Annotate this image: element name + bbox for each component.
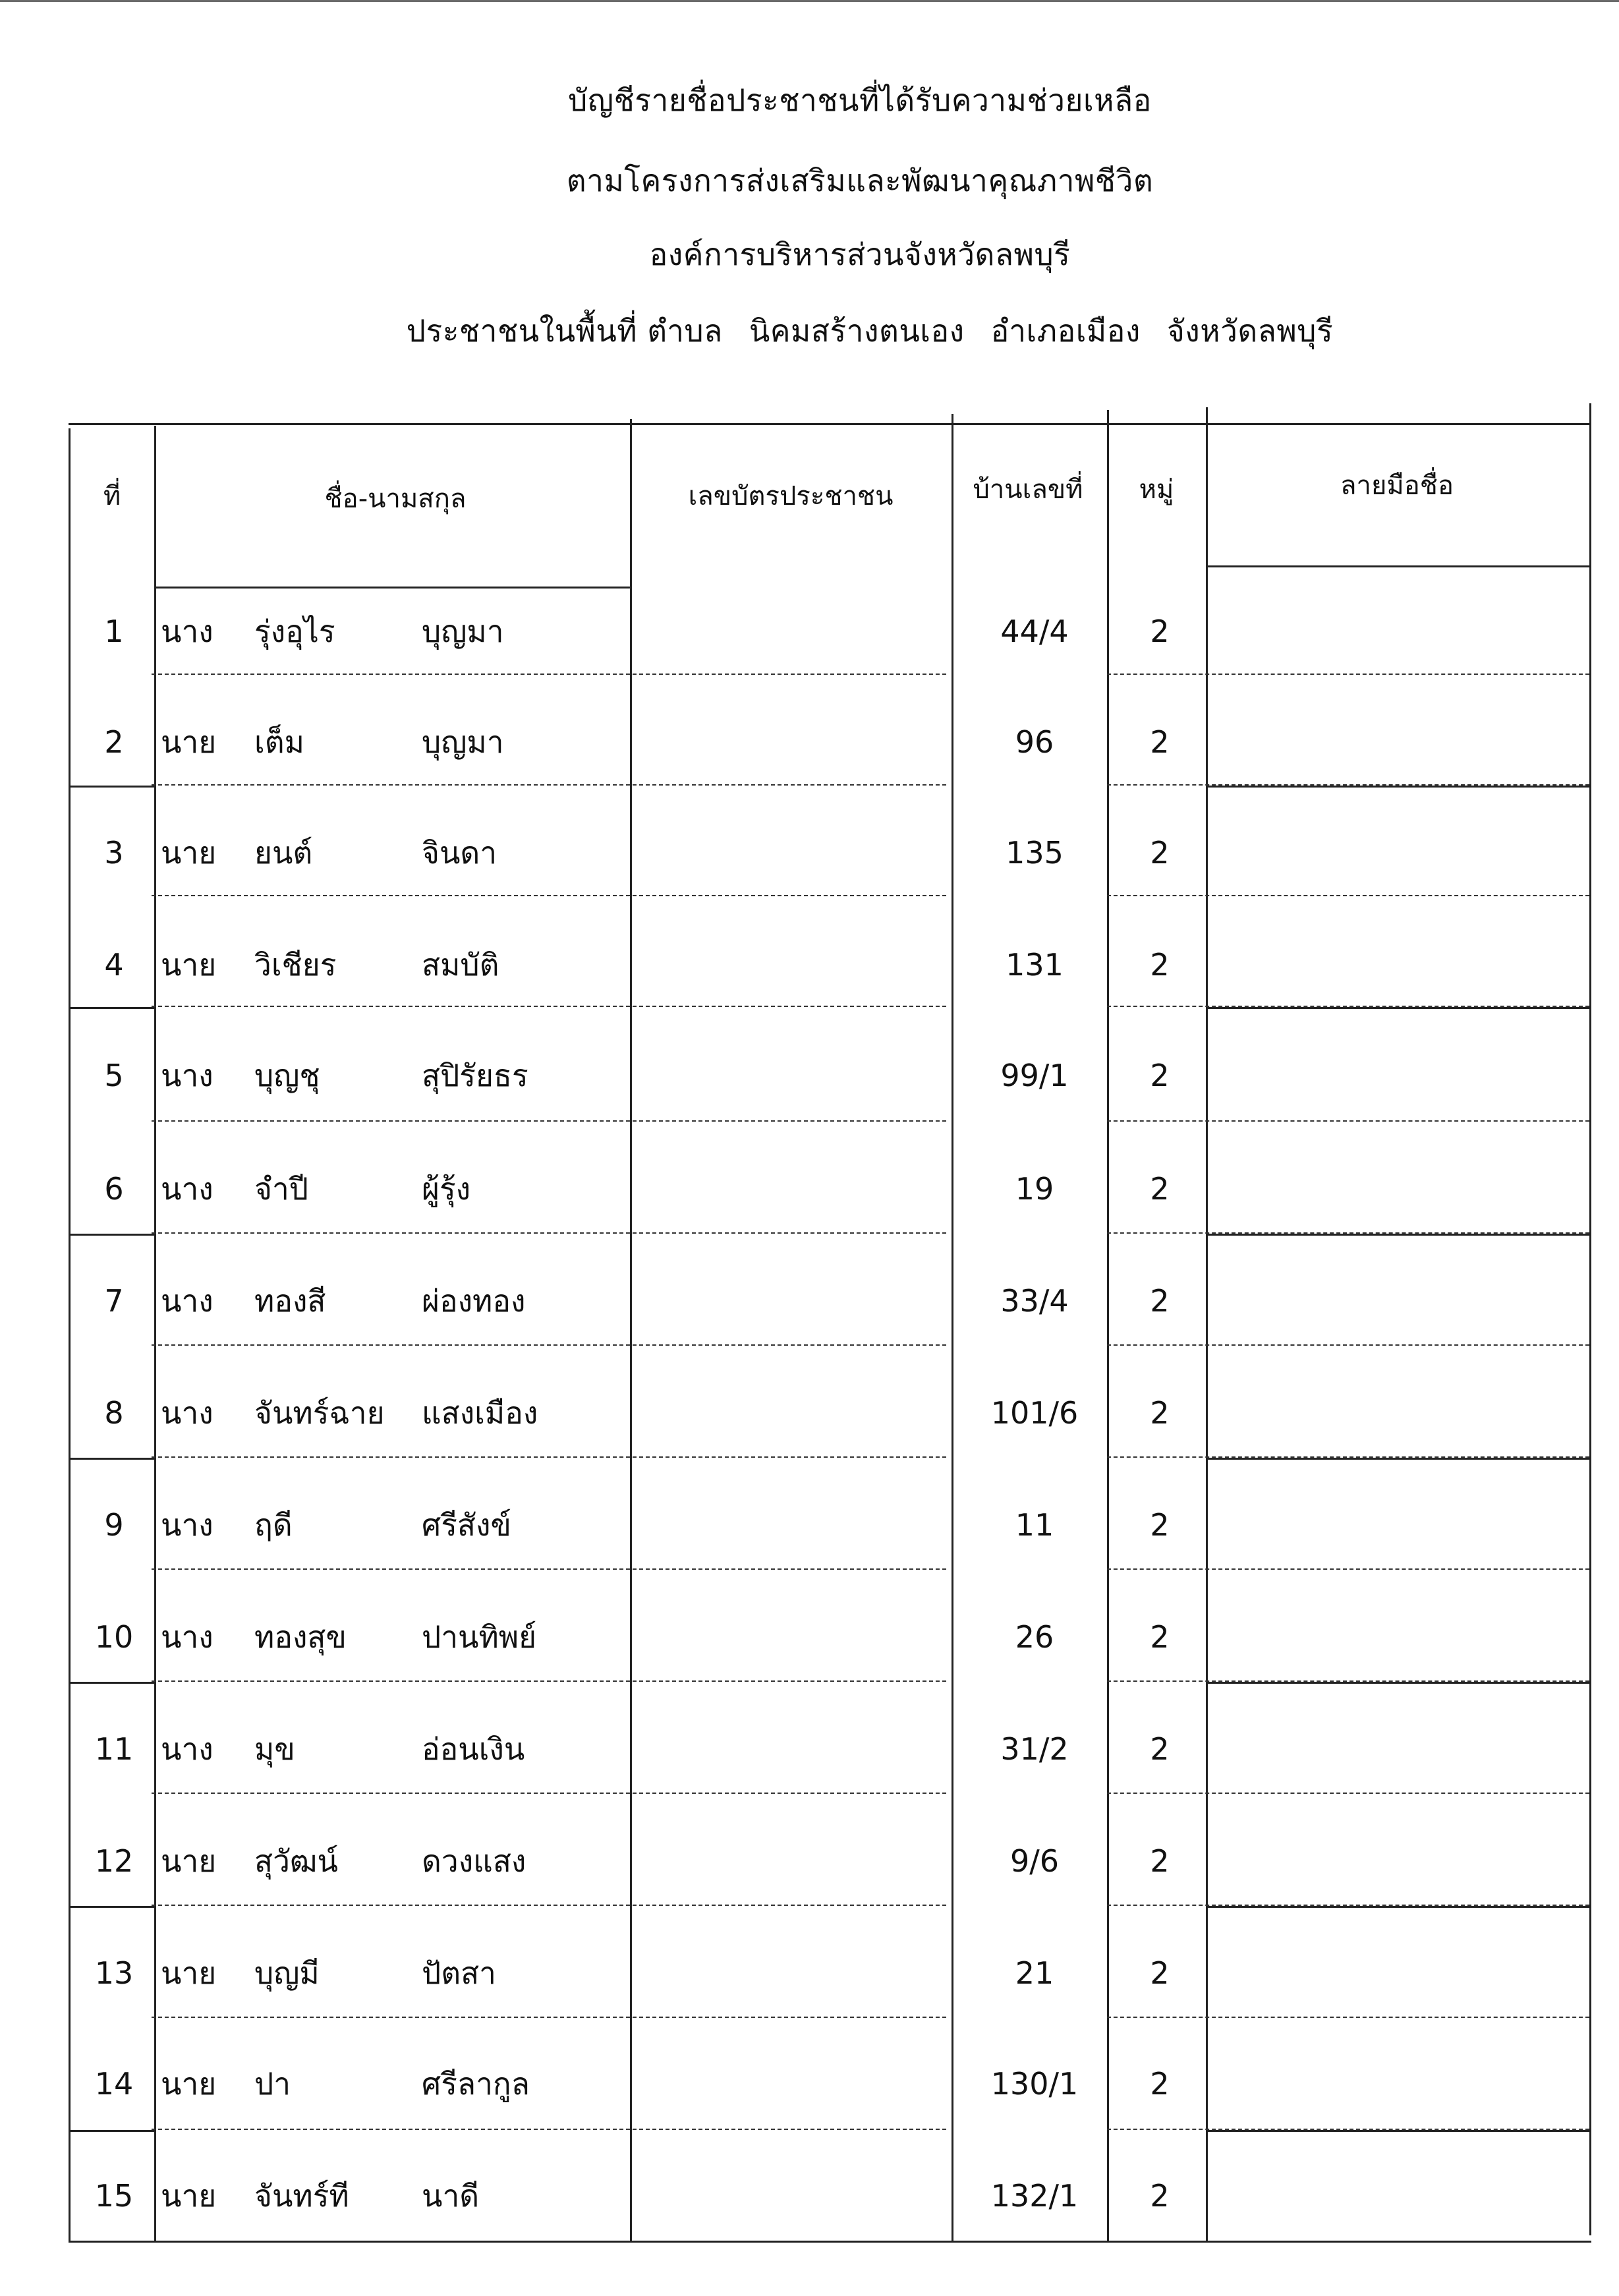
name-title: นาง — [161, 1395, 213, 1431]
first-name: สุวัฒน์ — [254, 1843, 338, 1879]
first-name: ฤดี — [254, 1507, 293, 1543]
moo-number: 2 — [1150, 835, 1170, 871]
row-number: 11 — [94, 1731, 134, 1767]
first-name: ทองสี — [254, 1283, 326, 1319]
row-rule-no — [69, 2130, 154, 2132]
row-number: 8 — [104, 1395, 124, 1431]
row-number: 3 — [104, 835, 124, 871]
moo-number: 2 — [1150, 1171, 1170, 1207]
house-number: 99/1 — [1000, 1058, 1069, 1093]
house-number: 135 — [1006, 835, 1064, 871]
first-name: เต็ม — [254, 724, 304, 760]
last-name: นาดี — [422, 2178, 480, 2214]
house-number: 131 — [1006, 947, 1064, 983]
document-title: บัญชีรายชื่อประชาชนที่ได้รับความช่วยเหลือ — [568, 82, 1152, 118]
last-name: ศรีสังข์ — [422, 1507, 511, 1543]
house-number: 19 — [1015, 1171, 1054, 1207]
row-separator-name — [152, 1793, 946, 1794]
moo-number: 2 — [1150, 1283, 1170, 1319]
moo-number: 2 — [1150, 614, 1170, 649]
row-number: 12 — [94, 1843, 134, 1879]
area-prefix: ประชาชนในพื้นที่ ตำบล — [406, 313, 723, 349]
house-number: 31/2 — [1000, 1731, 1069, 1767]
last-name: ศรีลากูล — [422, 2066, 530, 2102]
last-name: ปัตสา — [422, 1955, 496, 1991]
name-title: นาย — [161, 1843, 217, 1879]
row-rule-signature — [1206, 786, 1589, 788]
last-name: จินดา — [422, 835, 497, 871]
row-rule-signature — [1206, 2130, 1589, 2132]
area-district: อำเภอเมือง — [990, 313, 1141, 349]
moo-number: 2 — [1150, 1507, 1170, 1543]
row-separator-name — [152, 1905, 946, 1906]
area-line — [0, 311, 1619, 351]
name-title: นาง — [161, 1731, 213, 1767]
name-title: นาง — [161, 1171, 213, 1207]
row-number: 6 — [104, 1171, 124, 1207]
header-moo: หมู่ — [1139, 474, 1174, 505]
row-separator-right — [1107, 1793, 1589, 1794]
row-number: 7 — [104, 1283, 124, 1319]
last-name: สมบัติ — [422, 947, 499, 983]
house-number: 26 — [1015, 1619, 1054, 1655]
first-name: จันทร์ที — [254, 2178, 349, 2214]
moo-number: 2 — [1150, 1955, 1170, 1991]
house-number: 101/6 — [990, 1395, 1079, 1431]
row-number: 10 — [94, 1619, 134, 1655]
table-top-border — [69, 423, 1591, 425]
header-name: ชื่อ-นามสกุล — [324, 484, 467, 514]
house-number: 44/4 — [1000, 614, 1069, 649]
row-separator-right — [1107, 674, 1589, 675]
row-separator-name — [152, 1120, 946, 1122]
row-separator-name — [152, 1456, 946, 1458]
moo-number: 2 — [1150, 2066, 1170, 2102]
row-separator-right — [1107, 1344, 1589, 1346]
name-title: นาง — [161, 1058, 213, 1093]
house-number: 33/4 — [1000, 1283, 1069, 1319]
last-name: ปานทิพย์ — [422, 1619, 537, 1655]
row-number: 1 — [104, 614, 124, 649]
project-title: ตามโครงการส่งเสริมและพัฒนาคุณภาพชีวิต — [566, 163, 1154, 198]
row-separator-name — [152, 2017, 946, 2018]
row-rule-no — [69, 1906, 154, 1908]
last-name: แสงเมือง — [422, 1395, 538, 1431]
first-name: บุญมี — [254, 1955, 320, 1991]
moo-number: 2 — [1150, 1843, 1170, 1879]
row-number: 4 — [104, 947, 124, 983]
house-number: 9/6 — [1009, 1843, 1060, 1879]
header-rule-name — [154, 587, 630, 588]
first-name: ยนต์ — [254, 835, 313, 871]
table-bottom-border — [69, 2241, 1591, 2243]
row-number: 14 — [94, 2066, 134, 2102]
row-rule-no — [69, 1458, 154, 1460]
organization-title: องค์การบริหารส่วนจังหวัดลพบุรี — [649, 237, 1071, 272]
column-rule-house — [1107, 410, 1109, 2241]
first-name: ทองสุข — [254, 1619, 347, 1655]
row-separator-right — [1107, 1120, 1589, 1122]
row-separator-name — [152, 674, 946, 675]
column-rule-id — [952, 414, 953, 2241]
row-separator-name — [152, 784, 946, 786]
moo-number: 2 — [1150, 1731, 1170, 1767]
row-number: 15 — [94, 2178, 134, 2214]
last-name: สุปิรัยธร — [422, 1058, 528, 1093]
last-name: ผ่องทอง — [422, 1283, 526, 1319]
row-separator-right — [1107, 1568, 1589, 1570]
row-separator-name — [152, 1232, 946, 1234]
first-name: บุญชุ — [254, 1058, 320, 1093]
name-title: นาย — [161, 1955, 217, 1991]
row-rule-signature — [1206, 1906, 1589, 1908]
house-number: 130/1 — [990, 2066, 1079, 2102]
first-name: วิเชียร — [254, 947, 337, 983]
row-rule-no — [69, 1682, 154, 1684]
moo-number: 2 — [1150, 1619, 1170, 1655]
row-rule-signature — [1206, 1234, 1589, 1236]
name-title: นาง — [161, 1619, 213, 1655]
name-title: นาง — [161, 1507, 213, 1543]
house-number: 11 — [1015, 1507, 1054, 1543]
house-number: 21 — [1015, 1955, 1054, 1991]
header-house-no: บ้านเลขที่ — [973, 474, 1083, 505]
name-title: นาง — [161, 614, 213, 649]
header-rule-signature — [1206, 565, 1589, 567]
row-separator-name — [152, 895, 946, 896]
row-separator-right — [1107, 2017, 1589, 2018]
first-name: จำปี — [254, 1171, 308, 1207]
last-name: ดวงแสง — [422, 1843, 526, 1879]
name-title: นาย — [161, 835, 217, 871]
first-name: จันทร์ฉาย — [254, 1395, 385, 1431]
name-title: นาย — [161, 2066, 217, 2102]
column-rule-no — [154, 426, 156, 2241]
house-number: 96 — [1015, 724, 1054, 760]
house-number: 132/1 — [990, 2178, 1079, 2214]
row-separator-name — [152, 1344, 946, 1346]
last-name: ผู้รุ้ง — [422, 1171, 471, 1207]
header-no: ที่ — [103, 481, 121, 511]
row-number: 9 — [104, 1507, 124, 1543]
row-number: 5 — [104, 1058, 124, 1093]
row-separator-name — [152, 2129, 946, 2130]
first-name: มุข — [254, 1731, 295, 1767]
column-rule-moo — [1206, 407, 1208, 2241]
first-name: ปา — [254, 2066, 291, 2102]
row-rule-no — [69, 1007, 154, 1009]
column-rule-name — [630, 419, 632, 2241]
row-number: 13 — [94, 1955, 134, 1991]
row-rule-signature — [1206, 1682, 1589, 1684]
name-title: นาง — [161, 1283, 213, 1319]
name-title: นาย — [161, 2178, 217, 2214]
row-rule-signature — [1206, 1007, 1589, 1009]
header-signature: ลายมือชื่อ — [1340, 471, 1454, 501]
name-title: นาย — [161, 724, 217, 760]
table-left-border — [69, 428, 71, 2241]
row-separator-name — [152, 1680, 946, 1682]
row-separator-name — [152, 1006, 946, 1007]
last-name: บุญมา — [422, 724, 504, 760]
row-rule-no — [69, 786, 154, 788]
name-title: นาย — [161, 947, 217, 983]
table-right-border — [1589, 403, 1591, 2235]
last-name: บุญมา — [422, 614, 504, 649]
moo-number: 2 — [1150, 1058, 1170, 1093]
last-name: อ่อนเงิน — [422, 1731, 525, 1767]
row-number: 2 — [104, 724, 124, 760]
top-edge-rule — [0, 0, 1619, 2]
header-id-card: เลขบัตรประชาชน — [688, 481, 894, 511]
row-separator-right — [1107, 895, 1589, 896]
moo-number: 2 — [1150, 2178, 1170, 2214]
first-name: รุ่งอุไร — [254, 614, 335, 649]
area-subdistrict: นิคมสร้างตนเอง — [749, 313, 965, 349]
row-rule-no — [69, 1234, 154, 1236]
row-separator-name — [152, 1568, 946, 1570]
area-province: จังหวัดลพบุรี — [1166, 313, 1334, 349]
row-rule-signature — [1206, 1458, 1589, 1460]
moo-number: 2 — [1150, 724, 1170, 760]
moo-number: 2 — [1150, 1395, 1170, 1431]
moo-number: 2 — [1150, 947, 1170, 983]
